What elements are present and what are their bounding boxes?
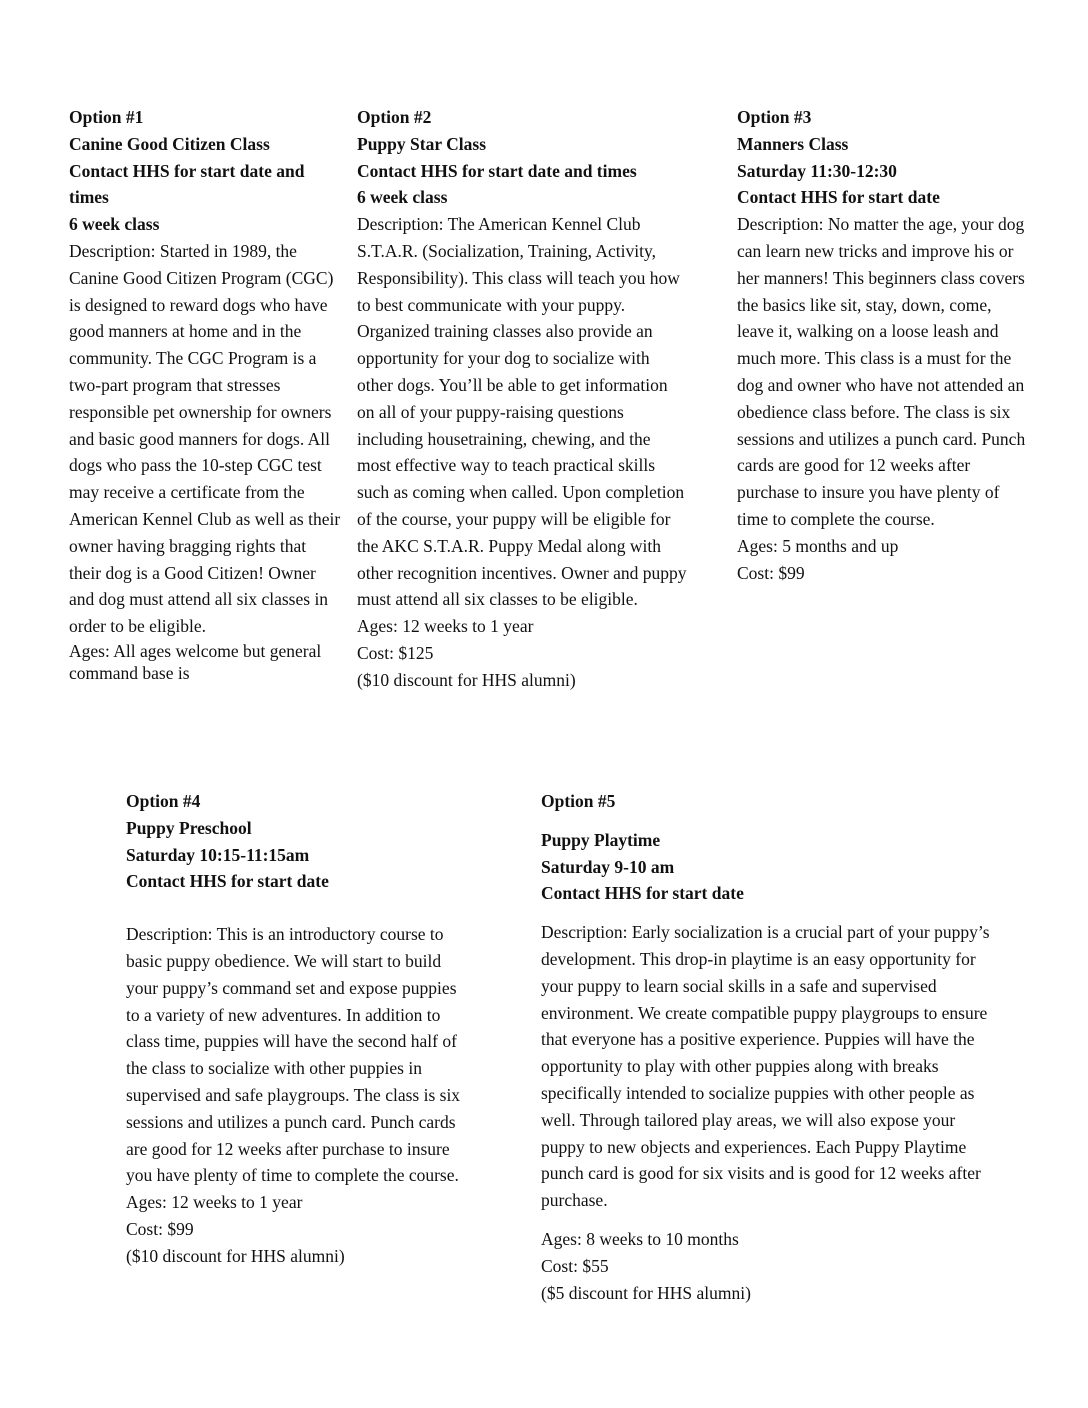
option-2-duration: 6 week class — [357, 187, 448, 208]
option-3-description: Description: No matter the age, your dog can learn new tricks and improve his or her manners! This beginners class covers the basics like sit, stay, down, come, leave it, walking on a loose leash and much more. This class is a must for the dog and owner who have not attended an obedience class before. The class is six sessions and utilizes a punch card. Punch cards are good for 12 weeks after purchase to insure you have plenty of time to complete the course. — [737, 214, 1026, 529]
spacer — [126, 895, 471, 921]
option-3-start: Contact HHS for start date — [737, 187, 940, 208]
spacer — [541, 1214, 996, 1226]
spacer — [541, 907, 996, 919]
option-1-description: Description: Started in 1989, the Canine Good Citizen Program (CGC) is designed to reward dogs who have good manners at home and in the community. The CGC Program is a two-part program that stresses responsible pet ownership for owners and basic good manners for dogs. All dogs who pass the 10-step CGC test may receive a certificate from the American Kennel Club as well as their owner having bragging rights that their dog is a Good Citizen! Owner and dog must attend all six classes in order to be eligible. — [69, 240, 341, 637]
option-3-cost: Cost: $99 — [737, 562, 805, 583]
option-3-heading: Option #3 — [737, 107, 812, 127]
option-4-ages: Ages: 12 weeks to 1 year — [126, 1192, 303, 1213]
option-4-schedule: Saturday 10:15-11:15am — [126, 844, 310, 865]
option-5-ages: Ages: 8 weeks to 10 months — [541, 1228, 739, 1249]
option-2-ages: Ages: 12 weeks to 1 year — [357, 616, 534, 637]
option-1-column — [69, 104, 341, 684]
spacer — [541, 815, 996, 827]
option-2-cost: Cost: $125 — [357, 642, 434, 663]
option-1-duration: 6 week class — [69, 214, 160, 235]
option-1-class-name: Canine Good Citizen Class — [69, 133, 270, 154]
option-4-start: Contact HHS for start date — [126, 871, 329, 892]
option-5-schedule: Saturday 9-10 am — [541, 856, 675, 877]
option-5-start: Contact HHS for start date — [541, 883, 744, 904]
option-3-schedule: Saturday 11:30-12:30 — [737, 160, 897, 181]
option-5-cost: Cost: $55 — [541, 1255, 609, 1276]
option-5-column — [541, 788, 996, 1306]
option-2-heading: Option #2 — [357, 107, 432, 127]
option-1-schedule: Contact HHS for start date and times — [69, 160, 305, 208]
option-2-description: Description: The American Kennel Club S.T.A.R. (Socialization, Training, Activity, Responsibility). This class will teach you how to best communicate with your puppy. Organized training classes also provide an opportunity for your dog to socialize with other dogs. You’ll be able to get information on all of your puppy-raising questions including housetraining, chewing, and the most effective way to teach practical skills such as coming when called. Upon completion of the course, your puppy will be eligible for the AKC S.T.A.R. Puppy Medal along with other recognition incentives. Owner and puppy must attend all six classes to be eligible. — [357, 214, 687, 610]
option-5-description: Description: Early socialization is a crucial part of your puppy’s development. This drop-in playtime is an easy opportunity for your puppy to learn social skills in a safe and supervised environment. We create compatible puppy playgroups to ensure that everyone has a positive experience. Puppies will have the opportunity to play with other puppies along with breaks specifically intended to socialize puppies with other people as well. Through tailored play areas, we will also expose your puppy to new objects and experiences. Each Puppy Playtime punch card is good for six visits and is good for 12 weeks after purchase. — [541, 922, 990, 1211]
option-4-heading: Option #4 — [126, 791, 201, 811]
option-5-class-name: Puppy Playtime — [541, 829, 661, 850]
option-4-cost: Cost: $99 — [126, 1218, 194, 1239]
option-5-discount: ($5 discount for HHS alumni) — [541, 1282, 751, 1303]
option-3-class-name: Manners Class — [737, 133, 849, 154]
option-2-discount: ($10 discount for HHS alumni) — [357, 669, 576, 690]
option-4-description: Description: This is an introductory course to basic puppy obedience. We will start to build your puppy’s command set and expose puppies to a variety of new adventures. In addition to class time, puppies will have the second half of the class to socialize with other puppies in supervised and safe playgroups. The class is six sessions and utilizes a punch card. Punch cards are good for 12 weeks after purchase to insure you have plenty of time to complete the course. — [126, 924, 461, 1186]
option-1-heading: Option #1 — [69, 107, 144, 127]
option-3-column — [737, 104, 1027, 586]
option-2-class-name: Puppy Star Class — [357, 133, 487, 154]
option-1-ages: Ages: All ages welcome but general command base is — [69, 640, 322, 683]
option-4-column — [126, 788, 471, 1270]
option-2-column — [357, 104, 687, 694]
option-4-class-name: Puppy Preschool — [126, 817, 252, 838]
option-5-heading: Option #5 — [541, 791, 616, 811]
option-3-ages: Ages: 5 months and up — [737, 535, 899, 556]
option-2-schedule: Contact HHS for start date and times — [357, 160, 637, 181]
option-4-discount: ($10 discount for HHS alumni) — [126, 1245, 345, 1266]
